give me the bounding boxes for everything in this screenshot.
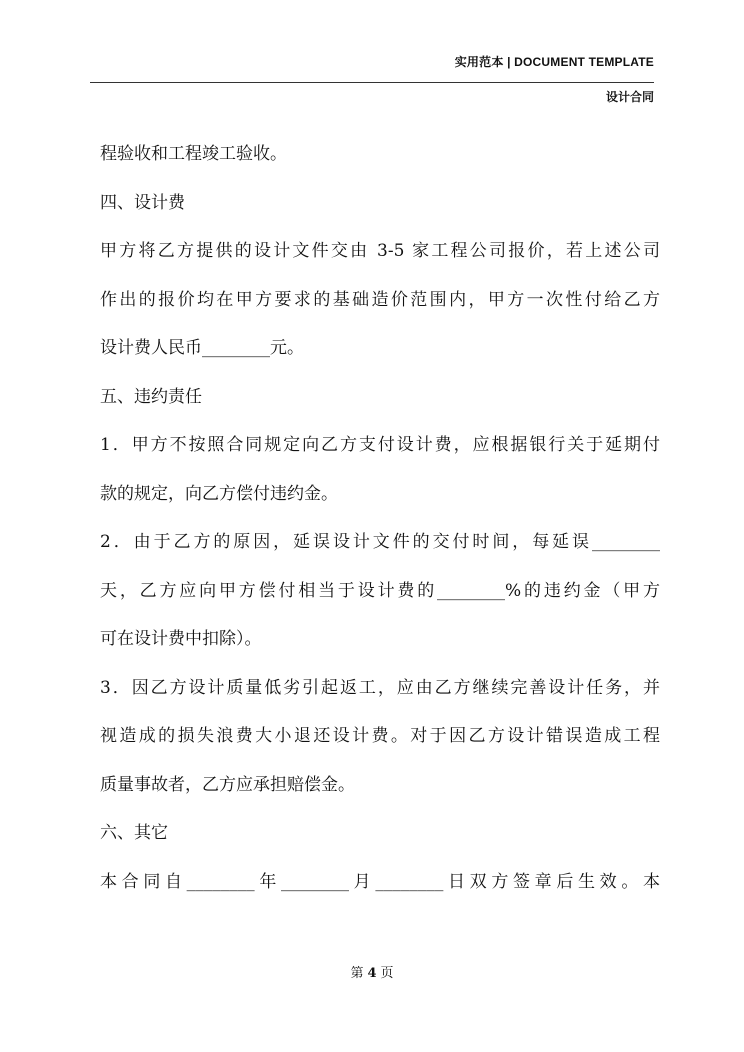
footer-suffix: 页 bbox=[380, 966, 394, 981]
header-title: 实用范本 | DOCUMENT TEMPLATE bbox=[454, 55, 654, 69]
section-heading-other: 六、其它 bbox=[100, 823, 168, 843]
body-line: 质量事故者，乙方应承担赔偿金。 bbox=[100, 774, 355, 795]
body-line: 款的规定，向乙方偿付违约金。 bbox=[100, 483, 338, 504]
body-line: 2．由于乙方的原因，延误设计文件的交付时间，每延误________ bbox=[100, 532, 660, 552]
section-heading-design-fee: 四、设计费 bbox=[100, 192, 185, 213]
body-line: 程验收和工程竣工验收。 bbox=[100, 144, 287, 164]
contract-body bbox=[100, 130, 660, 906]
body-line: 1．甲方不按照合同规定向乙方支付设计费，应根据银行关于延期付 bbox=[100, 435, 660, 455]
page-number: 4 bbox=[367, 966, 377, 981]
footer-prefix: 第 bbox=[350, 966, 364, 981]
page-footer bbox=[0, 962, 744, 981]
body-line: 作出的报价均在甲方要求的基础造价范围内，甲方一次性付给乙方 bbox=[100, 289, 660, 310]
body-line: 可在设计费中扣除）。 bbox=[100, 629, 262, 649]
body-line: 设计费人民币________元。 bbox=[100, 338, 304, 358]
body-line: 视造成的损失浪费大小退还设计费。对于因乙方设计错误造成工程 bbox=[100, 726, 660, 746]
section-heading-liability: 五、违约责任 bbox=[100, 386, 202, 407]
header-divider bbox=[90, 82, 654, 83]
body-line: 3．因乙方设计质量低劣引起返工，应由乙方继续完善设计任务，并 bbox=[100, 677, 660, 698]
body-line: 天，乙方应向甲方偿付相当于设计费的________%的违约金（甲方 bbox=[100, 580, 660, 601]
body-line: 本合同自________年________月________日双方签章后生效。本 bbox=[100, 871, 660, 892]
header-subtitle: 设计合同 bbox=[605, 90, 654, 104]
body-line: 甲方将乙方提供的设计文件交由 3-5 家工程公司报价，若上述公司 bbox=[100, 241, 660, 261]
